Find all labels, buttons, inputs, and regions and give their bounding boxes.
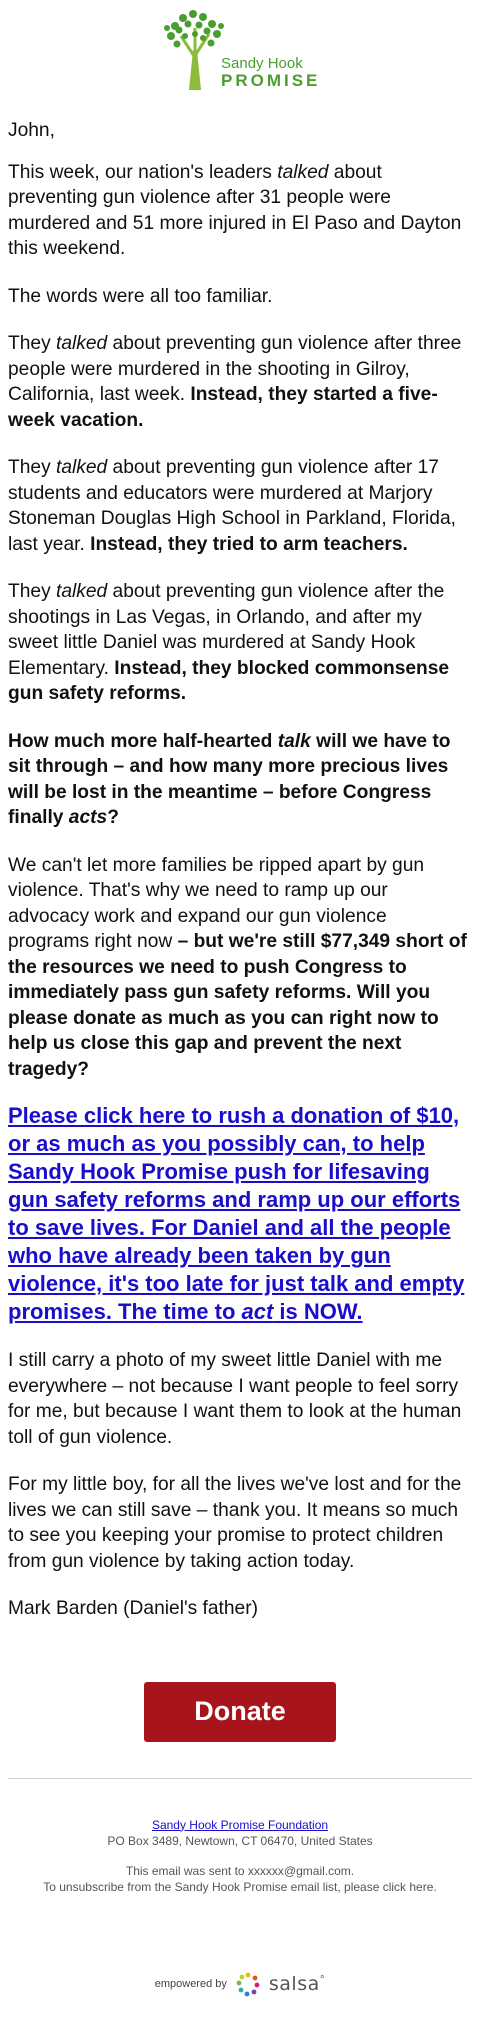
sent-to-notice: This email was sent to xxxxxx@gmail.com. (125, 1863, 355, 1878)
paragraph-8: I still carry a photo of my sweet little Daniel with me everywhere – not because I want people to feel sorry for me, but because I want them to look at the human toll of gun violence. (8, 1350, 462, 1448)
signature: Mark Barden (Daniel's father) (8, 1598, 258, 1619)
paragraph-2: The words were all too familiar. (8, 285, 273, 307)
tree-trunk-shape (189, 50, 201, 90)
org-address: PO Box 3489, Newtown, CT 06470, United States (107, 1833, 373, 1848)
paragraph-3: They talked about preventing gun violence after three people were murdered in the shooting in Gilroy, California, last week. Instead, they started a five-week vacation. (8, 333, 462, 431)
salsa-logo-icon (235, 1971, 261, 1997)
paragraph-1: This week, our nation's leaders talked about preventing gun violence after 31 people were murdered and 51 more injured in El Paso and Dayton this weekend. (8, 161, 462, 259)
email-body (0, 118, 480, 1622)
paragraph-7: We can't let more families be ripped apart by gun violence. That's why we need to ramp up our advocacy work and expand our gun violence programs right now – but we're still $77,349 short of the resources we need to push Congress to immediately pass gun safety reforms. Will you please donate as much as you can right now to help us close this gap and prevent the next tragedy? (8, 854, 467, 1080)
powered-by-prefix: empowered by (154, 1977, 227, 1990)
sandy-hook-promise-logo (155, 6, 325, 92)
paragraph-5: They talked about preventing gun violence after the shootings in Las Vegas, in Orlando, and after my sweet little Daniel was murdered at Sandy Hook Elementary. Instead, they blocked commonsense gun safety reforms. (8, 581, 450, 704)
paragraph-4: They talked about preventing gun violence after 17 students and educators were murdered at Marjory Stoneman Douglas High School in Parkland, Florida, last year. Instead, they tried to arm teachers. (8, 457, 456, 555)
donation-link[interactable]: Please click here to rush a donation of $10, or as much as you possibly can, to help Sandy Hook Promise push for lifesaving gun safety reforms and ramp up our efforts to save lives. For Daniel and all the people who have already been taken by gun violence, it's too late for just talk and empty promises. The time to act is NOW. (8, 1103, 465, 1324)
paragraph-9: For my little boy, for all the lives we've lost and for the lives we can still save – thank you. It means so much to see you keeping your promise to protect children from gun violence by taking action today. (8, 1474, 462, 1572)
logo-name-line1: Sandy Hook (221, 55, 303, 72)
org-link[interactable]: Sandy Hook Promise Foundation (151, 1817, 329, 1832)
salsa-wordmark: salsa° (268, 1972, 326, 1995)
donate-button[interactable]: Donate (144, 1682, 336, 1742)
donate-button-wrap (0, 1682, 480, 1742)
unsubscribe-link[interactable]: To unsubscribe from the Sandy Hook Promise email list, please click here. (43, 1879, 437, 1894)
header-logo[interactable] (0, 0, 480, 106)
donation-cta (8, 1102, 472, 1326)
paragraph-6: How much more half-hearted talk will we have to sit through – and how many more precious lives will be lost in the meantime – before Congress finally acts? (8, 730, 451, 828)
powered-by-salsa[interactable] (0, 1971, 480, 1997)
logo-name-line2: PROMISE (221, 71, 321, 90)
footer (0, 1779, 480, 1895)
greeting: John, (8, 120, 55, 141)
